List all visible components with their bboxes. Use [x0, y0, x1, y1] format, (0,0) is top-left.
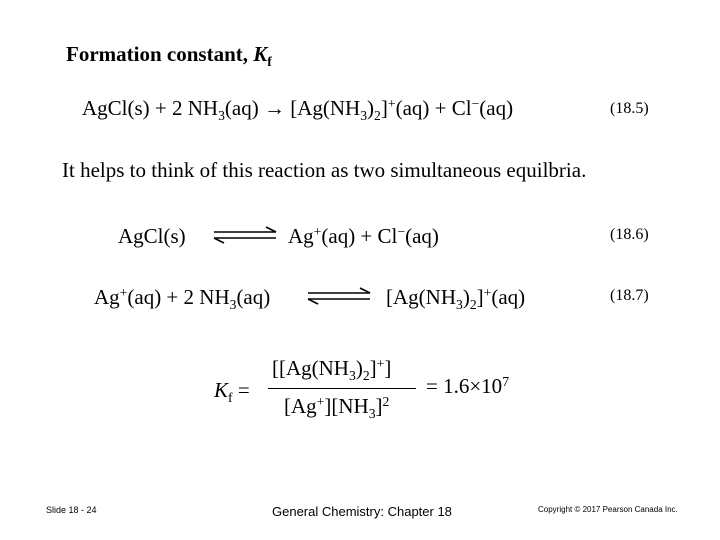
footer-course: General Chemistry: Chapter 18: [272, 504, 452, 519]
main-reaction: AgCl(s) + 2 $NH_3(aq) \to [Ag(NH_3)_2]^+(aq) + Cl^-(aq)$: [82, 95, 514, 123]
kf-value: = $1.6\times 10^7$: [426, 373, 510, 398]
kf-denominator: $[Ag^+][NH_3]^2$: [284, 393, 390, 421]
footer-copyright: Copyright © 2017 Pearson Canada Inc.: [538, 505, 678, 514]
equilibrium-arrows-icon: [212, 226, 278, 244]
eq2-left: Ag+(aq) + 2 $NH_3(aq)$: [94, 284, 271, 312]
eq1-right: Ag+(aq) + Cl−(aq): [288, 223, 439, 248]
fraction-bar: [268, 388, 416, 389]
slide-number: Slide 18 - 24: [46, 505, 97, 515]
equation-number-18-7: (18.7): [610, 287, 649, 304]
kf-numerator: $[[Ag(NH_3)_2]^+]$: [272, 355, 392, 383]
equation-number-18-6: (18.6): [610, 226, 649, 243]
equilibrium-arrows-icon: [306, 287, 372, 305]
kf-label: $K_f$ =: [214, 378, 250, 405]
eq1-left: AgCl(s): [118, 224, 186, 248]
eq2-right: $[Ag(NH_3)_2]^+(aq)$: [386, 284, 526, 312]
equation-number-18-5: (18.5): [610, 100, 649, 117]
slide-title: Formation constant, $K_f$: [66, 42, 272, 69]
explanation-text: It helps to think of this reaction as two simultaneous equilbria.: [62, 158, 587, 182]
